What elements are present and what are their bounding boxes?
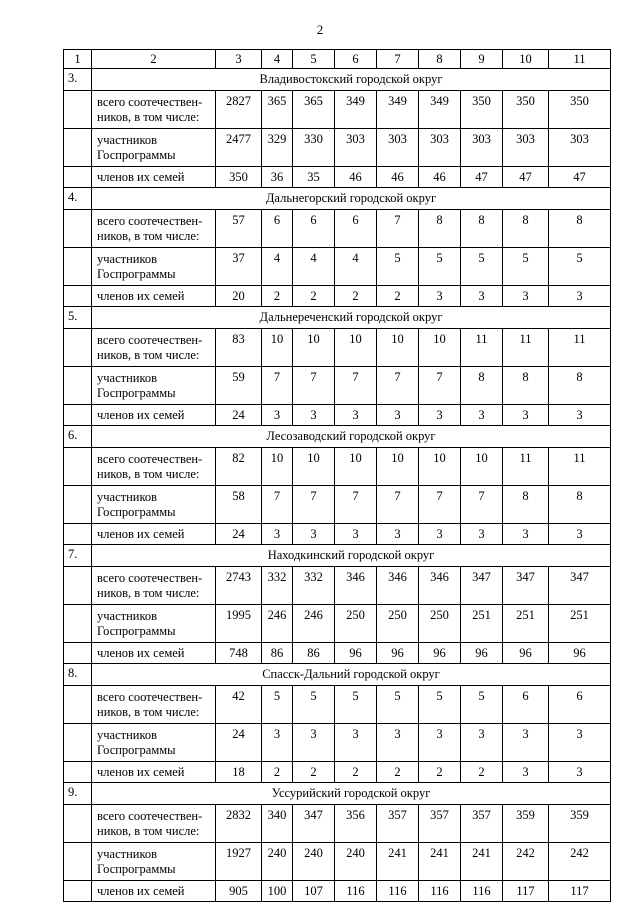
value-cell: 2 xyxy=(293,286,335,307)
value-cell: 35 xyxy=(293,167,335,188)
value-cell: 359 xyxy=(549,805,611,843)
empty-number-cell xyxy=(64,91,92,129)
value-cell: 6 xyxy=(335,210,377,248)
value-cell: 96 xyxy=(335,643,377,664)
value-cell: 3 xyxy=(293,405,335,426)
district-title: Дальнегорский городской округ xyxy=(92,188,611,210)
row-label: членов их семей xyxy=(92,405,216,426)
row-label: участников Госпрограммы xyxy=(92,843,216,881)
district-title: Спасск-Дальний городской округ xyxy=(92,664,611,686)
empty-number-cell xyxy=(64,881,92,902)
value-cell: 241 xyxy=(419,843,461,881)
value-cell: 350 xyxy=(549,91,611,129)
value-cell: 2 xyxy=(461,762,503,783)
value-cell: 117 xyxy=(549,881,611,902)
value-cell: 3 xyxy=(262,405,293,426)
empty-number-cell xyxy=(64,367,92,405)
value-cell: 7 xyxy=(335,367,377,405)
value-cell: 350 xyxy=(461,91,503,129)
value-cell: 3 xyxy=(461,524,503,545)
value-cell: 3 xyxy=(461,724,503,762)
value-cell: 7 xyxy=(262,486,293,524)
value-cell: 3 xyxy=(503,762,549,783)
value-cell: 117 xyxy=(503,881,549,902)
value-cell: 349 xyxy=(335,91,377,129)
value-cell: 347 xyxy=(503,567,549,605)
value-cell: 748 xyxy=(216,643,262,664)
value-cell: 46 xyxy=(419,167,461,188)
value-cell: 116 xyxy=(461,881,503,902)
value-cell: 107 xyxy=(293,881,335,902)
value-cell: 46 xyxy=(377,167,419,188)
value-cell: 346 xyxy=(335,567,377,605)
row-label: членов их семей xyxy=(92,167,216,188)
empty-number-cell xyxy=(64,524,92,545)
value-cell: 2827 xyxy=(216,91,262,129)
value-cell: 3 xyxy=(419,405,461,426)
value-cell: 47 xyxy=(461,167,503,188)
value-cell: 7 xyxy=(377,486,419,524)
row-label: участников Госпрограммы xyxy=(92,129,216,167)
table-row xyxy=(64,762,611,783)
value-cell: 349 xyxy=(377,91,419,129)
value-cell: 303 xyxy=(335,129,377,167)
value-cell: 905 xyxy=(216,881,262,902)
table-row xyxy=(64,486,611,524)
table-row xyxy=(64,724,611,762)
value-cell: 3 xyxy=(293,724,335,762)
value-cell: 303 xyxy=(503,129,549,167)
value-cell: 241 xyxy=(461,843,503,881)
value-cell: 340 xyxy=(262,805,293,843)
value-cell: 3 xyxy=(461,286,503,307)
value-cell: 1927 xyxy=(216,843,262,881)
empty-number-cell xyxy=(64,210,92,248)
row-label: членов их семей xyxy=(92,762,216,783)
value-cell: 7 xyxy=(293,486,335,524)
empty-number-cell xyxy=(64,724,92,762)
value-cell: 242 xyxy=(549,843,611,881)
value-cell: 96 xyxy=(461,643,503,664)
value-cell: 58 xyxy=(216,486,262,524)
column-number-cell: 9 xyxy=(461,50,503,69)
value-cell: 4 xyxy=(262,248,293,286)
value-cell: 246 xyxy=(293,605,335,643)
value-cell: 347 xyxy=(461,567,503,605)
value-cell: 6 xyxy=(503,686,549,724)
value-cell: 3 xyxy=(419,286,461,307)
value-cell: 3 xyxy=(461,405,503,426)
value-cell: 3 xyxy=(503,286,549,307)
value-cell: 3 xyxy=(549,724,611,762)
empty-number-cell xyxy=(64,567,92,605)
section-number: 4. xyxy=(64,188,92,210)
empty-number-cell xyxy=(64,486,92,524)
value-cell: 303 xyxy=(549,129,611,167)
value-cell: 3 xyxy=(503,524,549,545)
value-cell: 242 xyxy=(503,843,549,881)
empty-number-cell xyxy=(64,762,92,783)
column-number-cell: 10 xyxy=(503,50,549,69)
value-cell: 365 xyxy=(293,91,335,129)
page-number: 2 xyxy=(316,22,324,37)
value-cell: 96 xyxy=(377,643,419,664)
value-cell: 2 xyxy=(419,762,461,783)
value-cell: 11 xyxy=(503,448,549,486)
value-cell: 332 xyxy=(293,567,335,605)
value-cell: 11 xyxy=(503,329,549,367)
value-cell: 349 xyxy=(419,91,461,129)
row-label: членов их семей xyxy=(92,524,216,545)
table-row xyxy=(64,129,611,167)
value-cell: 83 xyxy=(216,329,262,367)
section-number: 9. xyxy=(64,783,92,805)
value-cell: 8 xyxy=(549,486,611,524)
section-number: 6. xyxy=(64,426,92,448)
value-cell: 8 xyxy=(549,210,611,248)
resettlement-table xyxy=(63,49,611,902)
empty-number-cell xyxy=(64,448,92,486)
table-row xyxy=(64,329,611,367)
value-cell: 2 xyxy=(293,762,335,783)
value-cell: 10 xyxy=(293,448,335,486)
value-cell: 3 xyxy=(335,724,377,762)
empty-number-cell xyxy=(64,329,92,367)
value-cell: 96 xyxy=(419,643,461,664)
value-cell: 5 xyxy=(377,248,419,286)
value-cell: 5 xyxy=(262,686,293,724)
value-cell: 10 xyxy=(377,448,419,486)
row-label: участников Госпрограммы xyxy=(92,367,216,405)
row-label: участников Госпрограммы xyxy=(92,605,216,643)
column-number-cell: 4 xyxy=(262,50,293,69)
value-cell: 11 xyxy=(549,448,611,486)
value-cell: 59 xyxy=(216,367,262,405)
row-label: всего соотечествен-ников, в том числе: xyxy=(92,805,216,843)
column-number-cell: 1 xyxy=(64,50,92,69)
row-label: участников Госпрограммы xyxy=(92,724,216,762)
value-cell: 241 xyxy=(377,843,419,881)
value-cell: 5 xyxy=(419,248,461,286)
value-cell: 3 xyxy=(377,405,419,426)
district-title: Находкинский городской округ xyxy=(92,545,611,567)
value-cell: 2 xyxy=(262,762,293,783)
value-cell: 8 xyxy=(503,210,549,248)
section-number: 7. xyxy=(64,545,92,567)
table-row xyxy=(64,448,611,486)
column-number-cell: 3 xyxy=(216,50,262,69)
value-cell: 347 xyxy=(293,805,335,843)
value-cell: 10 xyxy=(419,448,461,486)
value-cell: 8 xyxy=(549,367,611,405)
value-cell: 4 xyxy=(293,248,335,286)
column-number-cell: 7 xyxy=(377,50,419,69)
empty-number-cell xyxy=(64,405,92,426)
column-number-cell: 2 xyxy=(92,50,216,69)
value-cell: 303 xyxy=(377,129,419,167)
section-header-row xyxy=(64,426,611,448)
value-cell: 5 xyxy=(461,686,503,724)
table-body xyxy=(64,50,611,902)
value-cell: 251 xyxy=(503,605,549,643)
value-cell: 46 xyxy=(335,167,377,188)
value-cell: 3 xyxy=(377,724,419,762)
value-cell: 2 xyxy=(377,286,419,307)
value-cell: 3 xyxy=(549,286,611,307)
value-cell: 5 xyxy=(335,686,377,724)
value-cell: 251 xyxy=(461,605,503,643)
value-cell: 303 xyxy=(419,129,461,167)
value-cell: 116 xyxy=(377,881,419,902)
row-label: всего соотечествен-ников, в том числе: xyxy=(92,686,216,724)
value-cell: 3 xyxy=(503,405,549,426)
value-cell: 5 xyxy=(549,248,611,286)
value-cell: 96 xyxy=(503,643,549,664)
value-cell: 346 xyxy=(377,567,419,605)
district-title: Лесозаводский городской округ xyxy=(92,426,611,448)
empty-number-cell xyxy=(64,805,92,843)
section-header-row xyxy=(64,188,611,210)
table-row xyxy=(64,167,611,188)
row-label: членов их семей xyxy=(92,643,216,664)
value-cell: 350 xyxy=(503,91,549,129)
value-cell: 5 xyxy=(419,686,461,724)
value-cell: 10 xyxy=(335,329,377,367)
value-cell: 359 xyxy=(503,805,549,843)
value-cell: 10 xyxy=(335,448,377,486)
table-row xyxy=(64,843,611,881)
value-cell: 357 xyxy=(377,805,419,843)
empty-number-cell xyxy=(64,643,92,664)
table-row xyxy=(64,91,611,129)
table-row xyxy=(64,405,611,426)
row-label: всего соотечествен-ников, в том числе: xyxy=(92,329,216,367)
value-cell: 330 xyxy=(293,129,335,167)
table-row xyxy=(64,881,611,902)
value-cell: 10 xyxy=(461,448,503,486)
empty-number-cell xyxy=(64,843,92,881)
value-cell: 8 xyxy=(461,367,503,405)
section-header-row xyxy=(64,307,611,329)
table-row xyxy=(64,567,611,605)
value-cell: 47 xyxy=(549,167,611,188)
value-cell: 2 xyxy=(335,286,377,307)
value-cell: 11 xyxy=(549,329,611,367)
value-cell: 47 xyxy=(503,167,549,188)
table-row xyxy=(64,210,611,248)
value-cell: 3 xyxy=(549,762,611,783)
value-cell: 10 xyxy=(262,448,293,486)
value-cell: 250 xyxy=(335,605,377,643)
section-header-row xyxy=(64,664,611,686)
row-label: участников Госпрограммы xyxy=(92,486,216,524)
value-cell: 10 xyxy=(419,329,461,367)
value-cell: 86 xyxy=(293,643,335,664)
table-row xyxy=(64,286,611,307)
value-cell: 6 xyxy=(549,686,611,724)
value-cell: 2 xyxy=(335,762,377,783)
section-number: 3. xyxy=(64,69,92,91)
value-cell: 3 xyxy=(549,405,611,426)
table-row xyxy=(64,367,611,405)
row-label: всего соотечествен-ников, в том числе: xyxy=(92,448,216,486)
value-cell: 24 xyxy=(216,524,262,545)
value-cell: 4 xyxy=(335,248,377,286)
section-header-row xyxy=(64,69,611,91)
value-cell: 3 xyxy=(377,524,419,545)
value-cell: 240 xyxy=(335,843,377,881)
value-cell: 246 xyxy=(262,605,293,643)
district-title: Дальнереченский городской округ xyxy=(92,307,611,329)
value-cell: 7 xyxy=(262,367,293,405)
value-cell: 347 xyxy=(549,567,611,605)
value-cell: 10 xyxy=(262,329,293,367)
value-cell: 1995 xyxy=(216,605,262,643)
value-cell: 37 xyxy=(216,248,262,286)
value-cell: 3 xyxy=(549,524,611,545)
value-cell: 2 xyxy=(377,762,419,783)
value-cell: 346 xyxy=(419,567,461,605)
section-header-row xyxy=(64,783,611,805)
table-row xyxy=(64,524,611,545)
value-cell: 116 xyxy=(335,881,377,902)
value-cell: 7 xyxy=(377,367,419,405)
value-cell: 42 xyxy=(216,686,262,724)
value-cell: 350 xyxy=(216,167,262,188)
value-cell: 3 xyxy=(262,724,293,762)
empty-number-cell xyxy=(64,605,92,643)
value-cell: 18 xyxy=(216,762,262,783)
row-label: участников Госпрограммы xyxy=(92,248,216,286)
value-cell: 100 xyxy=(262,881,293,902)
value-cell: 7 xyxy=(461,486,503,524)
value-cell: 86 xyxy=(262,643,293,664)
value-cell: 250 xyxy=(419,605,461,643)
value-cell: 8 xyxy=(461,210,503,248)
value-cell: 10 xyxy=(293,329,335,367)
value-cell: 8 xyxy=(503,486,549,524)
district-title: Владивостокский городской округ xyxy=(92,69,611,91)
value-cell: 82 xyxy=(216,448,262,486)
section-header-row xyxy=(64,545,611,567)
value-cell: 57 xyxy=(216,210,262,248)
empty-number-cell xyxy=(64,686,92,724)
column-number-cell: 8 xyxy=(419,50,461,69)
empty-number-cell xyxy=(64,129,92,167)
district-title: Уссурийский городской округ xyxy=(92,783,611,805)
value-cell: 36 xyxy=(262,167,293,188)
empty-number-cell xyxy=(64,167,92,188)
table-row xyxy=(64,248,611,286)
value-cell: 332 xyxy=(262,567,293,605)
value-cell: 357 xyxy=(461,805,503,843)
value-cell: 356 xyxy=(335,805,377,843)
value-cell: 3 xyxy=(419,724,461,762)
value-cell: 329 xyxy=(262,129,293,167)
section-number: 8. xyxy=(64,664,92,686)
value-cell: 116 xyxy=(419,881,461,902)
value-cell: 20 xyxy=(216,286,262,307)
value-cell: 357 xyxy=(419,805,461,843)
column-number-cell: 5 xyxy=(293,50,335,69)
column-number-cell: 6 xyxy=(335,50,377,69)
value-cell: 10 xyxy=(377,329,419,367)
row-label: всего соотечествен-ников, в том числе: xyxy=(92,567,216,605)
value-cell: 303 xyxy=(461,129,503,167)
value-cell: 7 xyxy=(419,367,461,405)
row-label: членов их семей xyxy=(92,286,216,307)
value-cell: 5 xyxy=(503,248,549,286)
value-cell: 11 xyxy=(461,329,503,367)
value-cell: 8 xyxy=(503,367,549,405)
value-cell: 3 xyxy=(335,524,377,545)
value-cell: 5 xyxy=(293,686,335,724)
row-label: всего соотечествен-ников, в том числе: xyxy=(92,91,216,129)
empty-number-cell xyxy=(64,248,92,286)
value-cell: 240 xyxy=(262,843,293,881)
value-cell: 250 xyxy=(377,605,419,643)
value-cell: 6 xyxy=(262,210,293,248)
value-cell: 7 xyxy=(335,486,377,524)
section-number: 5. xyxy=(64,307,92,329)
value-cell: 24 xyxy=(216,724,262,762)
value-cell: 5 xyxy=(461,248,503,286)
value-cell: 3 xyxy=(503,724,549,762)
row-label: членов их семей xyxy=(92,881,216,902)
value-cell: 7 xyxy=(293,367,335,405)
value-cell: 8 xyxy=(419,210,461,248)
row-label: всего соотечествен-ников, в том числе: xyxy=(92,210,216,248)
value-cell: 2743 xyxy=(216,567,262,605)
table-row xyxy=(64,805,611,843)
value-cell: 365 xyxy=(262,91,293,129)
value-cell: 7 xyxy=(419,486,461,524)
value-cell: 5 xyxy=(377,686,419,724)
table-row xyxy=(64,643,611,664)
value-cell: 2 xyxy=(262,286,293,307)
column-number-row xyxy=(64,50,611,69)
value-cell: 7 xyxy=(377,210,419,248)
value-cell: 96 xyxy=(549,643,611,664)
value-cell: 3 xyxy=(335,405,377,426)
value-cell: 2832 xyxy=(216,805,262,843)
table-row xyxy=(64,686,611,724)
value-cell: 3 xyxy=(262,524,293,545)
value-cell: 251 xyxy=(549,605,611,643)
value-cell: 3 xyxy=(419,524,461,545)
empty-number-cell xyxy=(64,286,92,307)
value-cell: 3 xyxy=(293,524,335,545)
column-number-cell: 11 xyxy=(549,50,611,69)
value-cell: 6 xyxy=(293,210,335,248)
value-cell: 240 xyxy=(293,843,335,881)
value-cell: 2477 xyxy=(216,129,262,167)
table-row xyxy=(64,605,611,643)
value-cell: 24 xyxy=(216,405,262,426)
